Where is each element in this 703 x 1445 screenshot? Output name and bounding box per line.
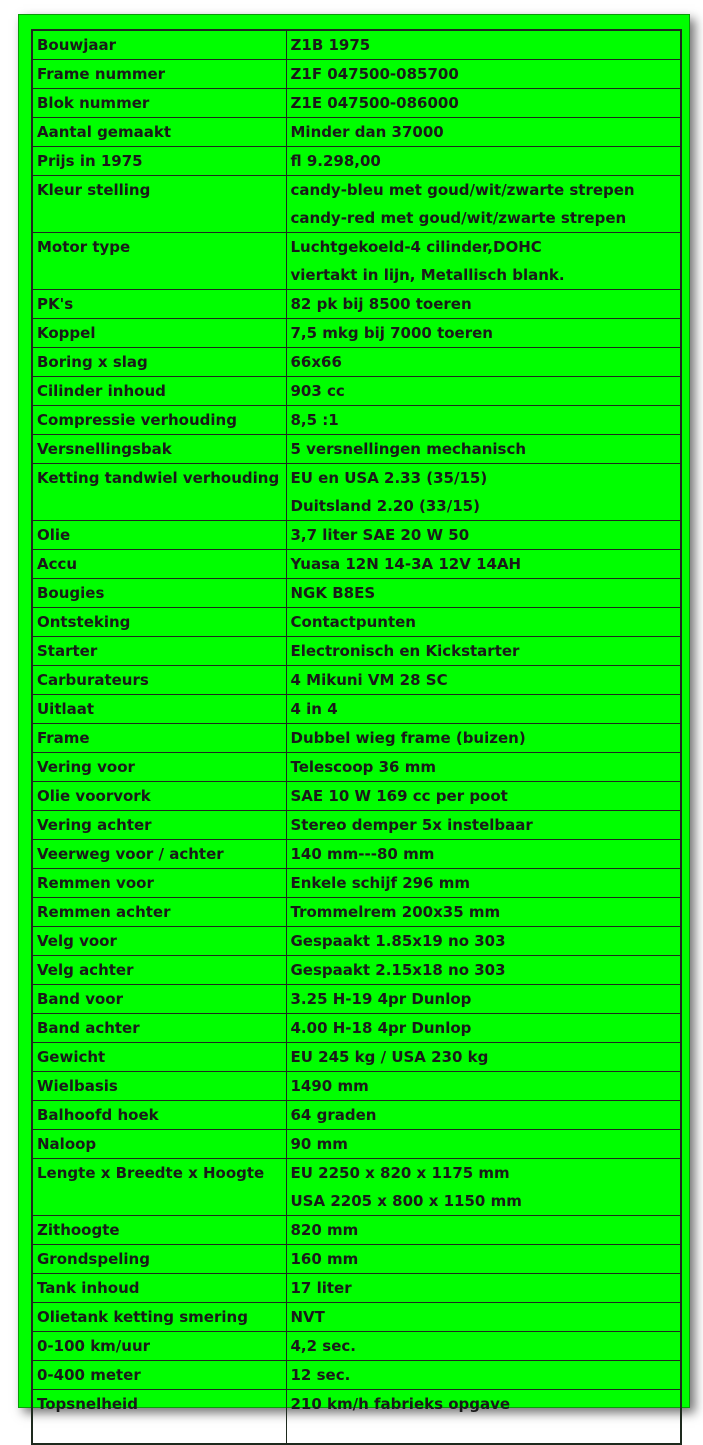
table-row bbox=[32, 927, 681, 956]
table-row bbox=[32, 348, 681, 377]
spec-value bbox=[286, 1014, 681, 1043]
spec-value-line: Duitsland 2.20 (33/15) bbox=[290, 497, 480, 515]
spec-value bbox=[286, 30, 681, 60]
table-row bbox=[32, 319, 681, 348]
spec-label: Versnellingsbak bbox=[32, 435, 286, 464]
spec-value-line: Enkele schijf 296 mm bbox=[290, 874, 471, 892]
spec-label: Tank inhoud bbox=[32, 1274, 286, 1303]
spec-value-line: viertakt in lijn, Metallisch blank. bbox=[290, 266, 565, 284]
spec-value-line: NVT bbox=[290, 1308, 325, 1326]
spec-label: 0-100 km/uur bbox=[32, 1332, 286, 1361]
spec-value bbox=[286, 1361, 681, 1390]
spec-value-line: USA 2205 x 800 x 1150 mm bbox=[290, 1192, 522, 1210]
spec-label: Naloop bbox=[32, 1130, 286, 1159]
spec-value-line: Z1E 047500-086000 bbox=[290, 94, 459, 112]
spec-value-line: Trommelrem 200x35 mm bbox=[290, 903, 501, 921]
spec-label: Vering achter bbox=[32, 811, 286, 840]
spec-label: Kleur stelling bbox=[32, 176, 286, 233]
spec-label: Lengte x Breedte x Hoogte bbox=[32, 1159, 286, 1216]
spec-value-line: 8,5 :1 bbox=[290, 411, 339, 429]
spec-value bbox=[286, 724, 681, 753]
spec-label: 0-400 meter bbox=[32, 1361, 286, 1390]
spec-label: Vering voor bbox=[32, 753, 286, 782]
table-row bbox=[32, 521, 681, 550]
spec-label: Band voor bbox=[32, 985, 286, 1014]
spec-label: Gewicht bbox=[32, 1043, 286, 1072]
spec-value-line: Gespaakt 1.85x19 no 303 bbox=[290, 932, 506, 950]
spec-label: Compressie verhouding bbox=[32, 406, 286, 435]
spec-value-line: 66x66 bbox=[290, 353, 342, 371]
spec-value-line: 903 cc bbox=[290, 382, 345, 400]
spec-value-line: 7,5 mkg bij 7000 toeren bbox=[290, 324, 493, 342]
spec-table-body bbox=[32, 30, 681, 1444]
table-row bbox=[32, 1332, 681, 1361]
table-row bbox=[32, 1101, 681, 1130]
spec-value-line: 5 versnellingen mechanisch bbox=[290, 440, 527, 458]
table-row bbox=[32, 1361, 681, 1390]
spec-value bbox=[286, 435, 681, 464]
table-row bbox=[32, 118, 681, 147]
spec-value bbox=[286, 233, 681, 290]
spec-value bbox=[286, 406, 681, 435]
spec-label: Wielbasis bbox=[32, 1072, 286, 1101]
spec-label: Frame bbox=[32, 724, 286, 753]
spec-value-line: Minder dan 37000 bbox=[290, 123, 444, 141]
spec-value bbox=[286, 1274, 681, 1303]
spec-value-line: Yuasa 12N 14-3A 12V 14AH bbox=[290, 555, 522, 573]
table-row bbox=[32, 1072, 681, 1101]
table-row bbox=[32, 464, 681, 521]
spec-value bbox=[286, 464, 681, 521]
table-row bbox=[32, 898, 681, 927]
spec-value-line: 4,2 sec. bbox=[290, 1337, 356, 1355]
spec-value bbox=[286, 1332, 681, 1361]
spec-label: Accu bbox=[32, 550, 286, 579]
table-row bbox=[32, 406, 681, 435]
table-row bbox=[32, 1390, 681, 1444]
spec-value-line: 12 sec. bbox=[290, 1366, 351, 1384]
spec-label: Olie bbox=[32, 521, 286, 550]
spec-value-line: Telescoop 36 mm bbox=[290, 758, 436, 776]
spec-label: Ontsteking bbox=[32, 608, 286, 637]
spec-value bbox=[286, 666, 681, 695]
spec-label: Velg voor bbox=[32, 927, 286, 956]
spec-label: Motor type bbox=[32, 233, 286, 290]
table-row bbox=[32, 176, 681, 233]
spec-value bbox=[286, 608, 681, 637]
spec-value bbox=[286, 898, 681, 927]
spec-value bbox=[286, 1043, 681, 1072]
table-row bbox=[32, 377, 681, 406]
spec-value bbox=[286, 319, 681, 348]
spec-label: Koppel bbox=[32, 319, 286, 348]
spec-value bbox=[286, 1303, 681, 1332]
spec-label: Bougies bbox=[32, 579, 286, 608]
spec-label: Grondspeling bbox=[32, 1245, 286, 1274]
spec-label: Zithoogte bbox=[32, 1216, 286, 1245]
table-row bbox=[32, 30, 681, 60]
spec-value bbox=[286, 1245, 681, 1274]
spec-label: Ketting tandwiel verhouding bbox=[32, 464, 286, 521]
spec-value-line: 64 graden bbox=[290, 1106, 377, 1124]
table-row bbox=[32, 985, 681, 1014]
spec-value-line: 210 km/h fabrieks opgave bbox=[290, 1395, 511, 1413]
table-row bbox=[32, 1274, 681, 1303]
table-row bbox=[32, 1043, 681, 1072]
spec-label: Band achter bbox=[32, 1014, 286, 1043]
table-row bbox=[32, 695, 681, 724]
spec-value bbox=[286, 1390, 681, 1444]
spec-label: Boring x slag bbox=[32, 348, 286, 377]
table-row bbox=[32, 1159, 681, 1216]
spec-value-line: 1490 mm bbox=[290, 1077, 369, 1095]
spec-value-line: NGK B8ES bbox=[290, 584, 376, 602]
spec-value-line: 82 pk bij 8500 toeren bbox=[290, 295, 472, 313]
spec-label: Frame nummer bbox=[32, 60, 286, 89]
spec-label: Balhoofd hoek bbox=[32, 1101, 286, 1130]
table-row bbox=[32, 60, 681, 89]
spec-value-line: Electronisch en Kickstarter bbox=[290, 642, 520, 660]
spec-value bbox=[286, 869, 681, 898]
table-row bbox=[32, 666, 681, 695]
spec-value bbox=[286, 1072, 681, 1101]
spec-value-line: 4 in 4 bbox=[290, 700, 338, 718]
spec-value-line: Stereo demper 5x instelbaar bbox=[290, 816, 533, 834]
spec-value bbox=[286, 1216, 681, 1245]
table-row bbox=[32, 89, 681, 118]
spec-value-line: 3,7 liter SAE 20 W 50 bbox=[290, 526, 470, 544]
spec-value bbox=[286, 176, 681, 233]
spec-label: Bouwjaar bbox=[32, 30, 286, 60]
table-row bbox=[32, 753, 681, 782]
spec-value bbox=[286, 60, 681, 89]
spec-value-line: candy-bleu met goud/wit/zwarte strepen bbox=[290, 181, 635, 199]
spec-value-line: 17 liter bbox=[290, 1279, 352, 1297]
spec-value bbox=[286, 1159, 681, 1216]
table-row bbox=[32, 435, 681, 464]
spec-value bbox=[286, 521, 681, 550]
spec-label: Remmen achter bbox=[32, 898, 286, 927]
spec-value bbox=[286, 1101, 681, 1130]
table-row bbox=[32, 608, 681, 637]
spec-label: Carburateurs bbox=[32, 666, 286, 695]
spec-value bbox=[286, 985, 681, 1014]
spec-value bbox=[286, 348, 681, 377]
table-row bbox=[32, 1130, 681, 1159]
spec-value-line: EU 245 kg / USA 230 kg bbox=[290, 1048, 489, 1066]
spec-label: Blok nummer bbox=[32, 89, 286, 118]
spec-label: Olietank ketting smering bbox=[32, 1303, 286, 1332]
spec-value bbox=[286, 377, 681, 406]
spec-value bbox=[286, 840, 681, 869]
spec-label: Remmen voor bbox=[32, 869, 286, 898]
spec-label: Prijs in 1975 bbox=[32, 147, 286, 176]
spec-label: Starter bbox=[32, 637, 286, 666]
spec-label: Olie voorvork bbox=[32, 782, 286, 811]
spec-value-line: 3.25 H-19 4pr Dunlop bbox=[290, 990, 472, 1008]
table-row bbox=[32, 290, 681, 319]
spec-sheet-frame bbox=[18, 14, 690, 1413]
spec-value-line: Contactpunten bbox=[290, 613, 416, 631]
spec-value bbox=[286, 695, 681, 724]
spec-value bbox=[286, 118, 681, 147]
table-row bbox=[32, 956, 681, 985]
spec-value bbox=[286, 579, 681, 608]
table-row bbox=[32, 637, 681, 666]
spec-value bbox=[286, 1130, 681, 1159]
table-row bbox=[32, 724, 681, 753]
spec-value-line: EU 2250 x 820 x 1175 mm bbox=[290, 1164, 510, 1182]
spec-value bbox=[286, 290, 681, 319]
spec-table bbox=[31, 29, 682, 1445]
spec-value-line: fl 9.298,00 bbox=[290, 152, 381, 170]
spec-value bbox=[286, 89, 681, 118]
spec-value bbox=[286, 147, 681, 176]
table-row bbox=[32, 1014, 681, 1043]
spec-value-line: EU en USA 2.33 (35/15) bbox=[290, 469, 488, 487]
table-row bbox=[32, 869, 681, 898]
spec-label: PK's bbox=[32, 290, 286, 319]
table-row bbox=[32, 233, 681, 290]
spec-value-line: 4 Mikuni VM 28 SC bbox=[290, 671, 448, 689]
spec-value bbox=[286, 550, 681, 579]
spec-label: Veerweg voor / achter bbox=[32, 840, 286, 869]
spec-value-line: 140 mm---80 mm bbox=[290, 845, 435, 863]
spec-value bbox=[286, 956, 681, 985]
spec-value-line: 4.00 H-18 4pr Dunlop bbox=[290, 1019, 472, 1037]
spec-value bbox=[286, 637, 681, 666]
spec-value-line: Luchtgekoeld-4 cilinder,DOHC bbox=[290, 238, 542, 256]
spec-value bbox=[286, 782, 681, 811]
spec-value-line: Z1F 047500-085700 bbox=[290, 65, 459, 83]
table-row bbox=[32, 579, 681, 608]
spec-label: Uitlaat bbox=[32, 695, 286, 724]
table-row bbox=[32, 1245, 681, 1274]
spec-value-line: SAE 10 W 169 cc per poot bbox=[290, 787, 508, 805]
table-row bbox=[32, 811, 681, 840]
spec-label: Aantal gemaakt bbox=[32, 118, 286, 147]
spec-value-line: 820 mm bbox=[290, 1221, 359, 1239]
spec-value bbox=[286, 811, 681, 840]
spec-label: Cilinder inhoud bbox=[32, 377, 286, 406]
spec-value-line: Z1B 1975 bbox=[290, 36, 371, 54]
table-row bbox=[32, 1303, 681, 1332]
spec-value bbox=[286, 753, 681, 782]
table-row bbox=[32, 550, 681, 579]
spec-label: Topsnelheid bbox=[32, 1390, 286, 1444]
table-row bbox=[32, 1216, 681, 1245]
spec-value-line: Dubbel wieg frame (buizen) bbox=[290, 729, 526, 747]
table-row bbox=[32, 782, 681, 811]
spec-value-line: 90 mm bbox=[290, 1135, 348, 1153]
spec-value bbox=[286, 927, 681, 956]
table-row bbox=[32, 840, 681, 869]
spec-value-line: Gespaakt 2.15x18 no 303 bbox=[290, 961, 506, 979]
spec-value-line: candy-red met goud/wit/zwarte strepen bbox=[290, 209, 627, 227]
spec-value-line: 160 mm bbox=[290, 1250, 359, 1268]
spec-label: Velg achter bbox=[32, 956, 286, 985]
table-row bbox=[32, 147, 681, 176]
